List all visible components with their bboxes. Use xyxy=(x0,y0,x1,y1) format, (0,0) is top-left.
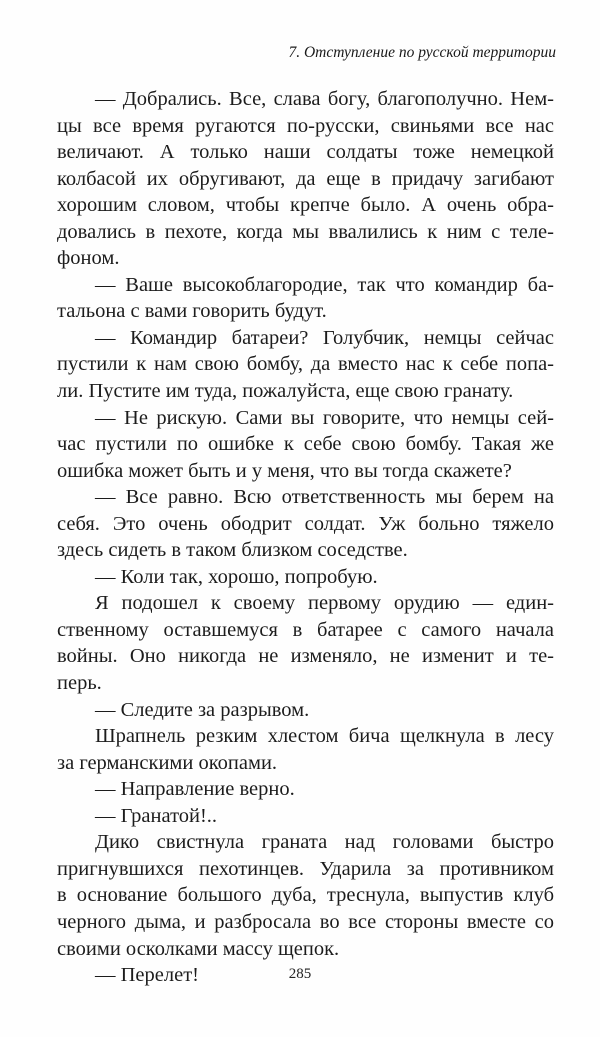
text-line: колбасой их обругивают, да еще в придачу загибают xyxy=(57,167,554,190)
text-line: своими осколками массу щепок. xyxy=(57,937,340,960)
text-line: здесь сидеть в таком близком соседстве. xyxy=(57,539,408,562)
text-line: за германскими окопами. xyxy=(57,751,278,774)
text-line: — Следите за разрывом. xyxy=(95,698,310,721)
running-head-chapter-title: 7. Отступление по русской территории xyxy=(288,44,556,61)
text-line: — Командир батареи? Голубчик, немцы сейчас xyxy=(95,326,554,349)
text-line: ственному оставшемуся в батарее с самого начала xyxy=(57,618,554,641)
text-line: пригнувшихся пехотинцев. Ударила за противником xyxy=(57,857,554,880)
body-text xyxy=(57,86,554,989)
text-line: перь. xyxy=(57,672,102,695)
text-line: цы все время ругаются по-русски, свиньями все нас xyxy=(57,114,554,137)
text-line: Я подошел к своему первому орудию — един- xyxy=(95,592,554,615)
text-line: — Направление верно. xyxy=(95,778,295,801)
text-line: — Добрались. Все, слава богу, благополучно. Нем- xyxy=(95,88,554,110)
text-line: ошибка может быть и у меня, что вы тогда скажете? xyxy=(57,459,512,482)
text-line: — Гранатой!.. xyxy=(95,804,218,827)
text-line: — Коли так, хорошо, попробую. xyxy=(95,565,378,588)
text-line: Шрапнель резким хлестом бича щелкнула в лесу xyxy=(95,725,554,748)
text-line: фоном. xyxy=(57,247,120,270)
text-line: себя. Это очень ободрит солдат. Уж больно тяжело xyxy=(57,512,554,535)
text-line: — Перелет! xyxy=(95,964,199,987)
text-line: в основание большого дуба, треснула, выпустив клуб xyxy=(57,884,554,907)
text-line: пустили к нам свою бомбу, да вместо нас к себе попа- xyxy=(57,353,554,376)
page-number: 285 xyxy=(288,966,312,982)
text-line: тальона с вами говорить будут. xyxy=(57,300,327,323)
text-line: ли. Пустите им туда, пожалуйста, еще свою гранату. xyxy=(57,380,514,403)
text-line: час пустили по ошибке к себе свою бомбу. Такая же xyxy=(57,433,554,456)
text-line: величают. А только наши солдаты тоже немецкой xyxy=(57,141,554,164)
text-line: — Ваше высокоблагородие, так что командир ба- xyxy=(95,273,554,296)
text-line: черного дыма, и разбросала во все стороны вместе со xyxy=(57,910,554,933)
text-line: войны. Оно никогда не изменяло, не изменит и те- xyxy=(57,645,554,668)
text-line: — Все равно. Всю ответственность мы берем на xyxy=(95,486,554,509)
text-line: довались в пехоте, когда мы ввалились к ним с теле- xyxy=(57,220,554,243)
text-line: хорошим словом, чтобы крепче было. А очень обра- xyxy=(57,194,554,217)
text-line: — Не рискую. Сами вы говорите, что немцы сей- xyxy=(95,406,554,429)
text-line: Дико свистнула граната над головами быстро xyxy=(95,831,554,854)
